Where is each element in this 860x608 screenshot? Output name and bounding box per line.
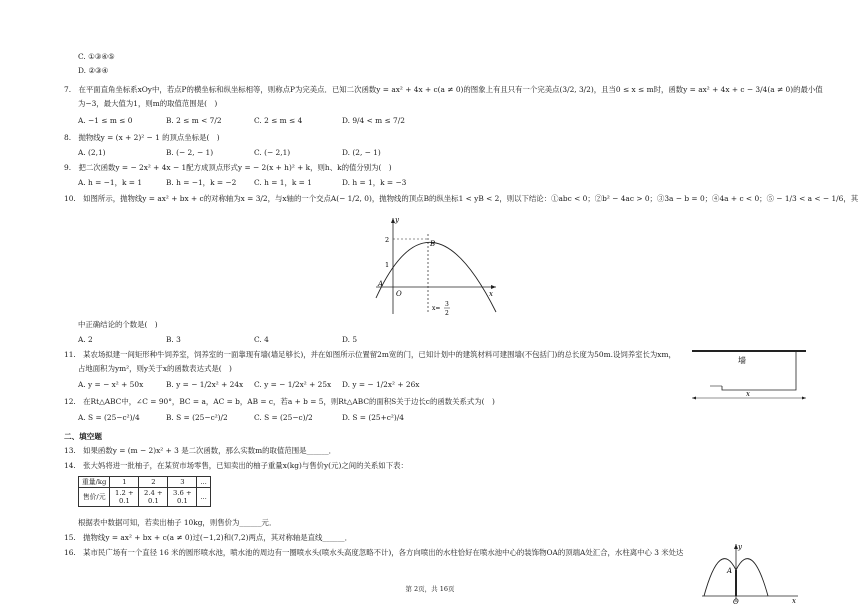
wall-label: 墙 xyxy=(738,356,746,365)
y-axis-label: y xyxy=(395,216,399,224)
option-b: B. h = −1，k = −2 xyxy=(166,178,237,187)
question-13-text: 13. 如果函数y = (m − 2)x² + 3 是二次函数，那么实数m的取值范围是______． xyxy=(64,446,337,455)
option-b: B. 2 ≤ m < 7/2 xyxy=(166,116,222,125)
page-footer: 第 2页，共 16页 xyxy=(405,585,455,593)
y-tick-1: 1 xyxy=(385,261,390,269)
question-11-text: 11. 某农场拟建一间矩形种牛饲养室，饲养室的一面靠现有墙(墙足够长)，并在如图所示位置留2m宽的门，已知计划中的建筑材料可建围墙(不包括门)的总长度为50m.设饲养室长为xm， xyxy=(64,350,676,359)
option-a: A. −1 ≤ m ≤ 0 xyxy=(78,116,133,125)
option-a: A. 2 xyxy=(78,335,93,344)
question-15-text: 15. 抛物线y = ax² + bx + c(a ≠ 0)过(−1,2)和(7,2)两点，其对称轴是直线______． xyxy=(64,533,352,542)
length-label: x xyxy=(746,390,750,398)
origin-label: O xyxy=(733,598,739,604)
question-7-text: 7. 在平面直角坐标系xOy中，若点P的横坐标和纵坐标相等，则称点P为完美点．已知二次函数y = ax² + 4x + c(a ≠ 0)的图象上有且只有一个完美点(3/2, 3/2)，且当0 ≤ x ≤ m时，函数y = ax² + 4x + c − 3/4(a ≠ 0)的最小值 xyxy=(64,85,823,94)
option-c: C. y = − 1/2x² + 25x xyxy=(254,380,332,389)
table-cell: 3 xyxy=(168,477,197,488)
parabola-figure xyxy=(372,212,502,318)
option-c: C. 2 ≤ m ≤ 4 xyxy=(254,116,303,125)
table-row xyxy=(79,477,211,488)
arrow-left xyxy=(692,397,696,400)
option-d: D. (2, − 1) xyxy=(342,148,381,157)
question-10-text: 10. 如图所示，抛物线y = ax² + bx + c的对称轴为x = 3/2，与x轴的一个交点A(− 1/2, 0)，抛物线的顶点B的纵坐标1 < yB < 2，则以下结论：①abc < 0；②b² − 4ac > 0；③3a − b = 0；④4a + c < 0；⑤ − 1/3 < a < − 1/6，其 xyxy=(64,194,859,203)
question-10-options xyxy=(78,335,430,345)
arrow-right xyxy=(802,397,806,400)
option-d: D. y = − 1/2x² + 26x xyxy=(342,380,420,389)
point-b-label: B xyxy=(430,240,436,248)
option-c: C. 4 xyxy=(254,335,269,344)
option-a: A. y = − x² + 50x xyxy=(78,380,144,389)
table-cell: 1 xyxy=(110,477,139,488)
question-12-options xyxy=(78,413,430,423)
question-14-text-cont: 根据表中数据可知，若卖出柚子 10kg，则售价为______元． xyxy=(78,518,277,527)
table-cell: ... xyxy=(197,488,210,507)
question-8-text: 8. 抛物线y = (x + 2)² − 1 的顶点坐标是( ) xyxy=(64,133,220,142)
table-cell: 重量/kg xyxy=(79,477,110,488)
section-heading: 二、填空题 xyxy=(64,432,102,441)
table-cell: 售价/元 xyxy=(79,488,110,507)
option-b: B. (− 2, − 1) xyxy=(166,148,214,157)
table-cell: 3.6 + 0.1 xyxy=(168,488,197,507)
question-16-text: 16. 某市民广场有一个直径 16 米的圆形喷水池，喷水池的周边有一圈喷水头(喷水头高度忽略不计)，各方向喷出的水柱恰好在喷水池中心的装饰物OA的顶端A处汇合，水柱离中心 3 米处达 xyxy=(64,548,684,557)
question-7-text-cont: 为−3，最大值为1，则m的取值范围是( ) xyxy=(78,99,218,108)
prev-option-d: D. ②③④ xyxy=(78,66,109,75)
fountain-figure xyxy=(700,540,800,604)
table-cell: ... xyxy=(197,477,210,488)
table-cell: 2.4 + 0.1 xyxy=(139,488,168,507)
question-7-options xyxy=(78,116,430,126)
point-a-label: A xyxy=(378,280,384,288)
option-d: D. h = 1，k = −3 xyxy=(342,178,407,187)
option-b: B. 3 xyxy=(166,335,181,344)
x-axis-label: x xyxy=(489,290,493,298)
table-cell: 1.2 + 0.1 xyxy=(110,488,139,507)
x-axis-arrow xyxy=(491,285,496,289)
question-11-options xyxy=(78,380,430,390)
y-label: y xyxy=(738,543,742,551)
option-a: A. S = (25−c²)/4 xyxy=(78,413,140,422)
option-d: D. 5 xyxy=(342,335,358,344)
table-cell: 2 xyxy=(139,477,168,488)
symmetry-denominator: 2 xyxy=(445,310,449,317)
origin-label: O xyxy=(396,290,402,298)
price-table xyxy=(78,476,211,507)
x-label: x xyxy=(792,597,796,604)
option-d: D. S = (25+c²)/4 xyxy=(342,413,404,422)
option-b: B. S = (25−c²)/2 xyxy=(166,413,228,422)
option-c: C. S = (25−c)/2 xyxy=(254,413,313,422)
table-row xyxy=(79,488,211,507)
option-d: D. 9/4 < m ≤ 7/2 xyxy=(342,116,405,125)
farm-wall-figure xyxy=(690,346,808,406)
option-c: C. (− 2,1) xyxy=(254,148,291,157)
question-10-text-cont: 中正确结论的个数是( ) xyxy=(78,320,158,329)
question-11-text-cont: 占地面积为ym²，则y关于x的函数表达式是( ) xyxy=(78,364,232,373)
question-14-text: 14. 张大妈将进一批柚子，在某贸市场零售，已知卖出的柚子重量x(kg)与售价y(元)之间的关系如下表： xyxy=(64,461,408,470)
point-a-label: A xyxy=(727,567,733,575)
symmetry-label: x= xyxy=(432,305,441,312)
symmetry-numerator: 3 xyxy=(445,301,449,308)
question-9-options xyxy=(78,178,430,188)
option-c: C. h = 1，k = 1 xyxy=(254,178,312,187)
y-tick-2: 2 xyxy=(385,236,390,244)
prev-option-c: C. ①③④⑤ xyxy=(78,52,115,61)
question-9-text: 9. 把二次函数y = − 2x² + 4x − 1配方成顶点形式y = − 2(x + h)² + k，则h、k的值分别为( ) xyxy=(64,163,392,172)
question-8-options xyxy=(78,148,430,158)
option-a: A. (2,1) xyxy=(78,148,106,157)
option-a: A. h = −1，k = 1 xyxy=(78,178,143,187)
enclosure-outline xyxy=(722,386,796,390)
option-b: B. y = − 1/2x² + 24x xyxy=(166,380,244,389)
parabola-curve xyxy=(376,242,496,312)
question-12-text: 12. 在Rt△ABC中，∠C = 90°，BC = a，AC = b，AB = c，若a + b = 5，则Rt△ABC的面积S关于边长c的函数关系式为( ) xyxy=(64,397,495,406)
